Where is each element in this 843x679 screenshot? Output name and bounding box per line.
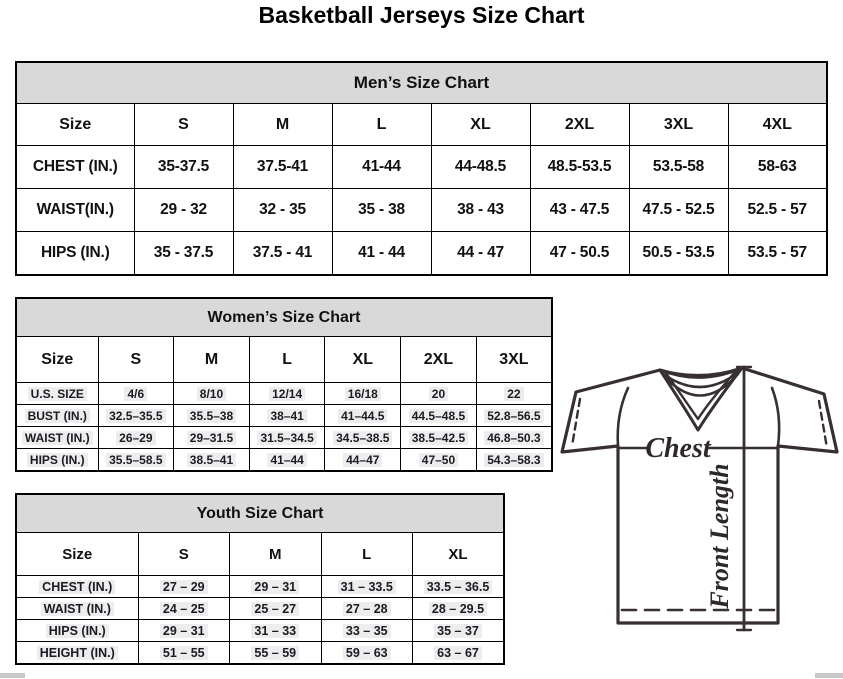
value-cell <box>138 642 230 665</box>
value-cell-text: 58-63 <box>757 158 797 175</box>
value-cell-text: 35-37.5 <box>157 158 210 175</box>
value-cell-text: 28 – 29.5 <box>429 602 487 616</box>
value-cell <box>530 189 629 232</box>
value-cell-text: 33.5 – 36.5 <box>424 580 493 594</box>
value-cell <box>728 189 827 232</box>
table-title <box>16 494 504 533</box>
value-cell <box>249 383 325 405</box>
value-cell-text: 4/6 <box>124 387 147 401</box>
row-label <box>16 383 98 405</box>
value-cell <box>413 642 505 665</box>
value-cell <box>138 598 230 620</box>
scrollbar-fragment-right[interactable] <box>815 673 843 678</box>
value-cell <box>138 576 230 598</box>
value-cell <box>249 449 325 472</box>
row-label-text: WAIST (IN.) <box>41 602 114 616</box>
column-header <box>401 337 477 383</box>
row-label <box>16 405 98 427</box>
value-cell-text: 37.5-41 <box>256 158 309 175</box>
value-cell-text: 22 <box>504 387 523 401</box>
jersey-outline <box>562 368 837 623</box>
value-cell-text: 44-48.5 <box>454 158 507 175</box>
chest-label: Chest <box>645 433 711 464</box>
value-cell <box>321 642 413 665</box>
value-cell <box>174 427 250 449</box>
row-label-text: BUST (IN.) <box>25 409 90 423</box>
column-header-text: XL <box>448 545 468 563</box>
column-header <box>530 104 629 146</box>
value-cell-text: 52.8–56.5 <box>484 409 543 423</box>
value-cell <box>174 449 250 472</box>
table-row <box>16 405 552 427</box>
table-title <box>16 298 552 337</box>
row-label-text: HEIGHT (IN.) <box>37 646 118 660</box>
value-cell-text: 37.5 - 41 <box>252 244 313 261</box>
value-cell-text: 53.5 - 57 <box>747 244 807 261</box>
row-label <box>16 146 134 189</box>
table-row <box>16 232 827 276</box>
table-row <box>16 104 827 146</box>
table-row <box>16 383 552 405</box>
value-cell <box>476 427 552 449</box>
value-cell <box>233 189 332 232</box>
table-row <box>16 427 552 449</box>
value-cell <box>325 383 401 405</box>
value-cell-text: 38.5–42.5 <box>409 431 468 445</box>
column-header-text: M <box>275 115 290 133</box>
row-label <box>16 598 138 620</box>
value-cell-text: 32 - 35 <box>259 201 306 218</box>
value-cell-text: 47–50 <box>419 453 458 467</box>
column-header <box>16 533 138 576</box>
value-cell <box>321 598 413 620</box>
column-header <box>174 337 250 383</box>
value-cell-text: 47.5 - 52.5 <box>642 201 715 218</box>
value-cell <box>332 146 431 189</box>
value-cell <box>629 146 728 189</box>
table-title <box>16 62 827 104</box>
value-cell <box>401 449 477 472</box>
table-title-text: Youth Size Chart <box>196 504 324 522</box>
column-header-text: S <box>130 350 142 368</box>
value-cell <box>413 620 505 642</box>
value-cell-text: 46.8–50.3 <box>484 431 543 445</box>
value-cell-text: 32.5–35.5 <box>106 409 165 423</box>
value-cell-text: 44.5–48.5 <box>409 409 468 423</box>
value-cell-text: 31.5–34.5 <box>257 431 316 445</box>
table-row <box>16 146 827 189</box>
value-cell <box>530 232 629 276</box>
row-label-text: WAIST(IN.) <box>36 201 114 218</box>
column-header-text: Size <box>41 350 74 368</box>
value-cell <box>174 405 250 427</box>
row-label-text: CHEST (IN.) <box>39 580 115 594</box>
row-label-text: CHEST (IN.) <box>32 158 118 175</box>
column-header-text: Size <box>59 115 92 133</box>
column-header <box>134 104 233 146</box>
column-header-text: L <box>282 350 293 368</box>
row-label <box>16 642 138 665</box>
value-cell <box>325 427 401 449</box>
table-row <box>16 449 552 472</box>
value-cell <box>98 427 174 449</box>
value-cell-text: 43 - 47.5 <box>549 201 610 218</box>
column-header <box>16 104 134 146</box>
value-cell <box>230 576 322 598</box>
value-cell <box>629 232 728 276</box>
value-cell-text: 8/10 <box>197 387 226 401</box>
row-label <box>16 576 138 598</box>
table-row <box>16 298 552 337</box>
value-cell <box>431 232 530 276</box>
row-label <box>16 189 134 232</box>
value-cell-text: 44–47 <box>343 453 382 467</box>
value-cell-text: 25 – 27 <box>251 602 299 616</box>
column-header-text: S <box>178 115 189 133</box>
value-cell-text: 27 – 29 <box>160 580 208 594</box>
value-cell-text: 35 - 37.5 <box>153 244 214 261</box>
value-cell-text: 29 – 31 <box>160 624 208 638</box>
table-row <box>16 620 504 642</box>
row-label <box>16 427 98 449</box>
value-cell <box>174 383 250 405</box>
value-cell-text: 35 - 38 <box>358 201 405 218</box>
value-cell <box>134 189 233 232</box>
row-label-text: HIPS (IN.) <box>40 244 110 261</box>
column-header-text: M <box>204 350 219 368</box>
row-label-text: HIPS (IN.) <box>46 624 109 638</box>
column-header-text: L <box>362 545 372 563</box>
front-length-label: Front Length <box>705 463 734 609</box>
value-cell-text: 31 – 33.5 <box>338 580 396 594</box>
table-row <box>16 533 504 576</box>
value-cell-text: 35 – 37 <box>434 624 482 638</box>
table-row <box>16 189 827 232</box>
column-header <box>629 104 728 146</box>
value-cell-text: 41–44 <box>267 453 306 467</box>
value-cell <box>332 232 431 276</box>
table-row <box>16 642 504 665</box>
value-cell <box>233 146 332 189</box>
column-header <box>98 337 174 383</box>
column-header <box>233 104 332 146</box>
column-header-text: S <box>178 545 189 563</box>
value-cell <box>431 146 530 189</box>
row-label-text: WAIST (IN.) <box>22 431 93 445</box>
page-title: Basketball Jerseys Size Chart <box>258 2 585 28</box>
value-cell-text: 16/18 <box>345 387 381 401</box>
value-cell <box>431 189 530 232</box>
value-cell <box>230 642 322 665</box>
column-header <box>16 337 98 383</box>
value-cell <box>401 383 477 405</box>
mens-size-table <box>15 61 828 276</box>
value-cell-text: 47 - 50.5 <box>549 244 610 261</box>
value-cell <box>530 146 629 189</box>
row-label <box>16 232 134 276</box>
value-cell <box>98 383 174 405</box>
table-row <box>16 337 552 383</box>
column-header <box>321 533 413 576</box>
table-row <box>16 494 504 533</box>
value-cell <box>249 427 325 449</box>
column-header <box>476 337 552 383</box>
value-cell <box>413 576 505 598</box>
column-header <box>332 104 431 146</box>
scrollbar-fragment-left[interactable] <box>0 673 25 678</box>
table-title-text: Men’s Size Chart <box>353 73 490 92</box>
value-cell-text: 35.5–38 <box>187 409 236 423</box>
value-cell <box>230 620 322 642</box>
value-cell-text: 29 - 32 <box>160 201 207 218</box>
value-cell-text: 31 – 33 <box>251 624 299 638</box>
value-cell-text: 54.3–58.3 <box>484 453 543 467</box>
value-cell-text: 38 - 43 <box>457 201 504 218</box>
value-cell-text: 41 - 44 <box>358 244 405 261</box>
column-header-text: 2XL <box>423 350 454 368</box>
column-header-text: 3XL <box>499 350 529 368</box>
value-cell <box>138 620 230 642</box>
value-cell-text: 41–44.5 <box>338 409 387 423</box>
column-header <box>728 104 827 146</box>
youth-size-table <box>15 493 505 665</box>
row-label <box>16 620 138 642</box>
column-header <box>325 337 401 383</box>
row-label <box>16 449 98 472</box>
value-cell <box>332 189 431 232</box>
value-cell <box>98 449 174 472</box>
column-header <box>230 533 322 576</box>
column-header <box>138 533 230 576</box>
table-row <box>16 598 504 620</box>
value-cell-text: 63 – 67 <box>434 646 482 660</box>
table-row <box>16 576 504 598</box>
value-cell <box>728 146 827 189</box>
column-header-text: M <box>269 545 282 563</box>
table-title-text: Women’s Size Chart <box>207 308 361 326</box>
value-cell <box>413 598 505 620</box>
value-cell-text: 24 – 25 <box>160 602 208 616</box>
value-cell <box>325 449 401 472</box>
value-cell-text: 59 – 63 <box>343 646 391 660</box>
column-header-text: 2XL <box>564 115 595 133</box>
column-header-text: Size <box>62 545 93 563</box>
value-cell <box>401 405 477 427</box>
column-header <box>431 104 530 146</box>
value-cell <box>134 232 233 276</box>
value-cell <box>728 232 827 276</box>
column-header-text: 3XL <box>663 115 694 133</box>
value-cell-text: 29 – 31 <box>251 580 299 594</box>
value-cell-text: 55 – 59 <box>251 646 299 660</box>
value-cell-text: 44 - 47 <box>457 244 504 261</box>
value-cell-text: 38.5–41 <box>187 453 236 467</box>
row-label-text: HIPS (IN.) <box>27 453 88 467</box>
value-cell-text: 35.5–58.5 <box>106 453 165 467</box>
value-cell-text: 27 – 28 <box>343 602 391 616</box>
column-header-text: XL <box>352 350 374 368</box>
value-cell <box>476 449 552 472</box>
value-cell-text: 51 – 55 <box>160 646 208 660</box>
value-cell <box>230 598 322 620</box>
value-cell-text: 34.5–38.5 <box>333 431 392 445</box>
value-cell <box>98 405 174 427</box>
value-cell-text: 53.5-58 <box>652 158 705 175</box>
value-cell-text: 41-44 <box>362 158 401 175</box>
column-header <box>413 533 505 576</box>
column-header-text: XL <box>470 115 491 133</box>
column-header-text: L <box>376 115 387 133</box>
value-cell-text: 26–29 <box>116 431 155 445</box>
value-cell <box>401 427 477 449</box>
row-label-text: U.S. SIZE <box>28 387 87 401</box>
value-cell <box>476 405 552 427</box>
value-cell <box>233 232 332 276</box>
value-cell <box>321 620 413 642</box>
value-cell <box>325 405 401 427</box>
value-cell-text: 48.5-53.5 <box>547 158 612 175</box>
table-row <box>16 62 827 104</box>
value-cell <box>476 383 552 405</box>
womens-size-table <box>15 297 553 472</box>
column-header-text: 4XL <box>762 115 792 133</box>
value-cell-text: 33 – 35 <box>343 624 391 638</box>
value-cell-text: 29–31.5 <box>187 431 236 445</box>
value-cell <box>629 189 728 232</box>
value-cell-text: 20 <box>429 387 448 401</box>
column-header <box>249 337 325 383</box>
jersey-measurement-diagram <box>556 358 843 660</box>
value-cell-text: 52.5 - 57 <box>747 201 807 218</box>
value-cell <box>249 405 325 427</box>
value-cell-text: 38–41 <box>267 409 306 423</box>
value-cell <box>321 576 413 598</box>
value-cell <box>134 146 233 189</box>
value-cell-text: 12/14 <box>269 387 305 401</box>
value-cell-text: 50.5 - 53.5 <box>642 244 715 261</box>
